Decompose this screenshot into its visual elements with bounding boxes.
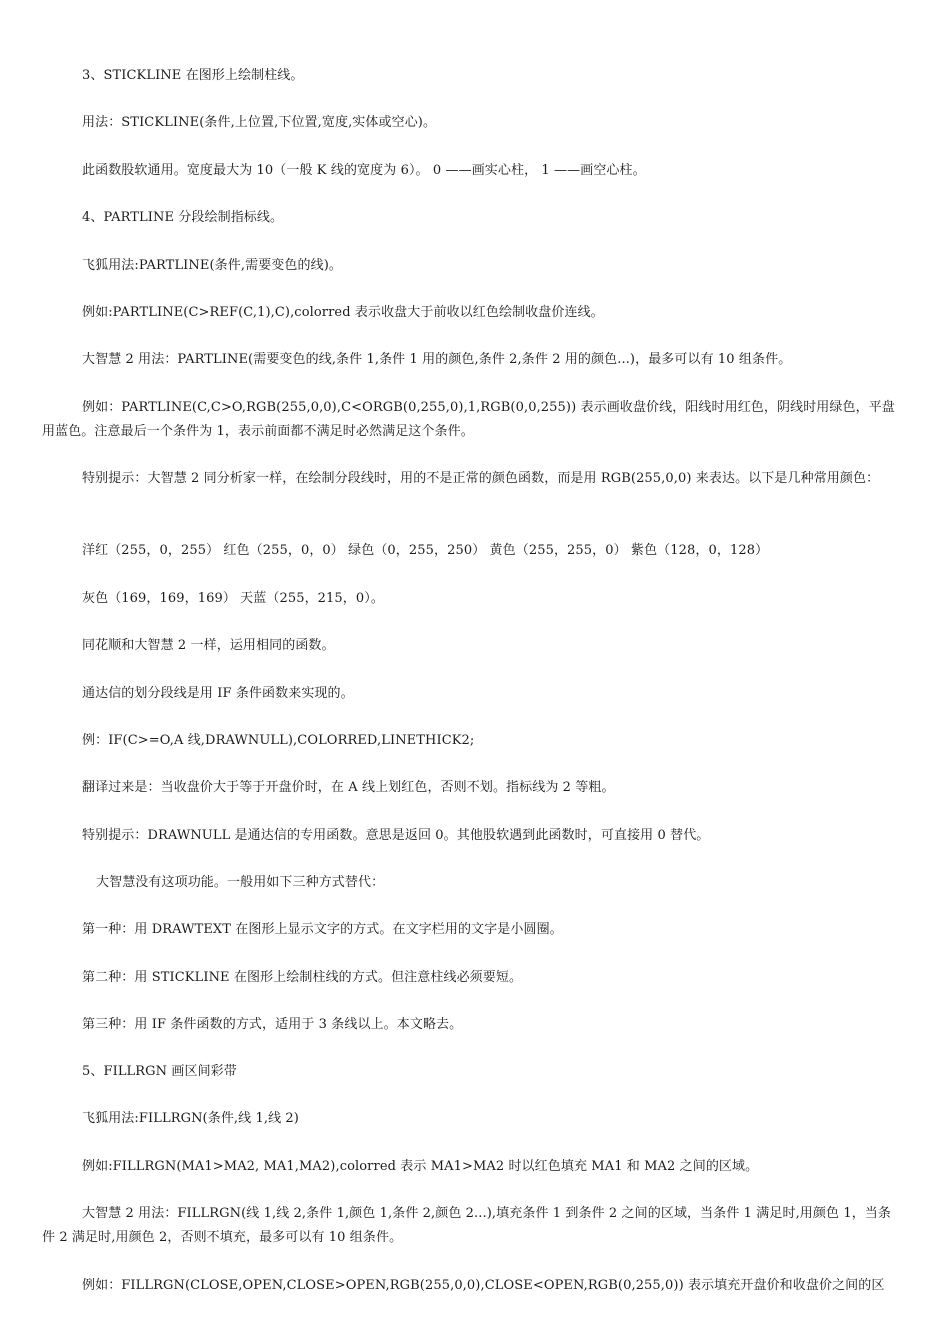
- heading-partline: 4、PARTLINE 分段绘制指标线。: [82, 210, 284, 225]
- paragraph-dzh-partline: 大智慧 2 用法：PARTLINE(需要变色的线,条件 1,条件 1 用的颜色,条件 2,条件 2 用的颜色...)，最多可以有 10 组条件。: [82, 352, 792, 367]
- paragraph-method-3: 第三种：用 IF 条件函数的方式，适用于 3 条线以上。本文略去。: [82, 1017, 463, 1032]
- paragraph-feihu-fillrgn: 飞狐用法:FILLRGN(条件,线 1,线 2): [82, 1111, 299, 1126]
- paragraph-tongdaxin: 通达信的划分段线是用 IF 条件函数来实现的。: [82, 686, 354, 701]
- paragraph-drawnull-tip: 特别提示：DRAWNULL 是通达信的专用函数。意思是返回 0。其他股软遇到此函数时，可直接用 0 替代。: [82, 828, 710, 843]
- heading-fillrgn: 5、FILLRGN 画区间彩带: [82, 1064, 237, 1079]
- paragraph-dzh-fillrgn: 大智慧 2 用法：FILLRGN(线 1,线 2,条件 1,颜色 1,条件 2,颜色 2...),填充条件 1 到条件 2 之间的区域，当条件 1 满足时,用颜色 1，当条件 2 满足时,用颜色 2，否则不填充，最多可以有 10 组条件。: [42, 1206, 892, 1245]
- paragraph-color-list-2: 灰色（169，169，169） 天蓝（255，215，0）。: [82, 591, 384, 606]
- paragraph-dzh-partline-example: 例如：PARTLINE(C,C>O,RGB(255,0,0),C<ORGB(0,255,0),1,RGB(0,0,255)) 表示画收盘价线，阳线时用红色，阴线时用绿色，平盘用蓝色。注意最后一个条件为 1，表示前面都不满足时必然满足这个条件。: [42, 400, 895, 439]
- paragraph-method-2: 第二种：用 STICKLINE 在图形上绘制柱线的方式。但注意柱线必须要短。: [82, 970, 523, 985]
- paragraph-color-list-1: 洋红（255，0，255） 红色（255，0，0） 绿色（0，255，250） 黄色（255，255，0） 紫色（128，0，128）: [82, 543, 769, 558]
- paragraph-tonghuashun: 同花顺和大智慧 2 一样，运用相同的函数。: [82, 638, 335, 653]
- paragraph-feihu-partline: 飞狐用法:PARTLINE(条件,需要变色的线)。: [82, 258, 342, 273]
- paragraph-special-tip-rgb: 特别提示：大智慧 2 同分析家一样，在绘制分段线时，用的不是正常的颜色函数，而是用 RGB(255,0,0) 来表达。以下是几种常用颜色：: [82, 471, 880, 486]
- paragraph-method-1: 第一种：用 DRAWTEXT 在图形上显示文字的方式。在文字栏用的文字是小圆圈。: [82, 922, 563, 937]
- paragraph-partline-example: 例如:PARTLINE(C>REF(C,1),C),colorred 表示收盘大于前收以红色绘制收盘价连线。: [82, 305, 604, 320]
- paragraph-dzh-fillrgn-example: 例如：FILLRGN(CLOSE,OPEN,CLOSE>OPEN,RGB(255,0,0),CLOSE<OPEN,RGB(0,255,0)) 表示填充开盘价和收盘价之间的区: [82, 1278, 885, 1293]
- heading-stickline: 3、STICKLINE 在图形上绘制柱线。: [82, 68, 304, 83]
- paragraph-stickline-usage: 用法：STICKLINE(条件,上位置,下位置,宽度,实体或空心)。: [82, 115, 437, 130]
- paragraph-stickline-width: 此函数股软通用。宽度最大为 10（一般 K 线的宽度为 6）。 0 ——画实心柱， 1 ——画空心柱。: [82, 163, 646, 178]
- paragraph-dzh-no-feature: 大智慧没有这项功能。一般用如下三种方式替代：: [96, 875, 385, 890]
- paragraph-fillrgn-example: 例如:FILLRGN(MA1>MA2, MA1,MA2),colorred 表示 MA1>MA2 时以红色填充 MA1 和 MA2 之间的区域。: [82, 1159, 759, 1174]
- paragraph-translation: 翻译过来是：当收盘价大于等于开盘价时，在 A 线上划红色，否则不划。指标线为 2 等粗。: [82, 780, 615, 795]
- paragraph-tdx-example: 例：IF(C>=O,A 线,DRAWNULL),COLORRED,LINETHICK2;: [82, 733, 475, 748]
